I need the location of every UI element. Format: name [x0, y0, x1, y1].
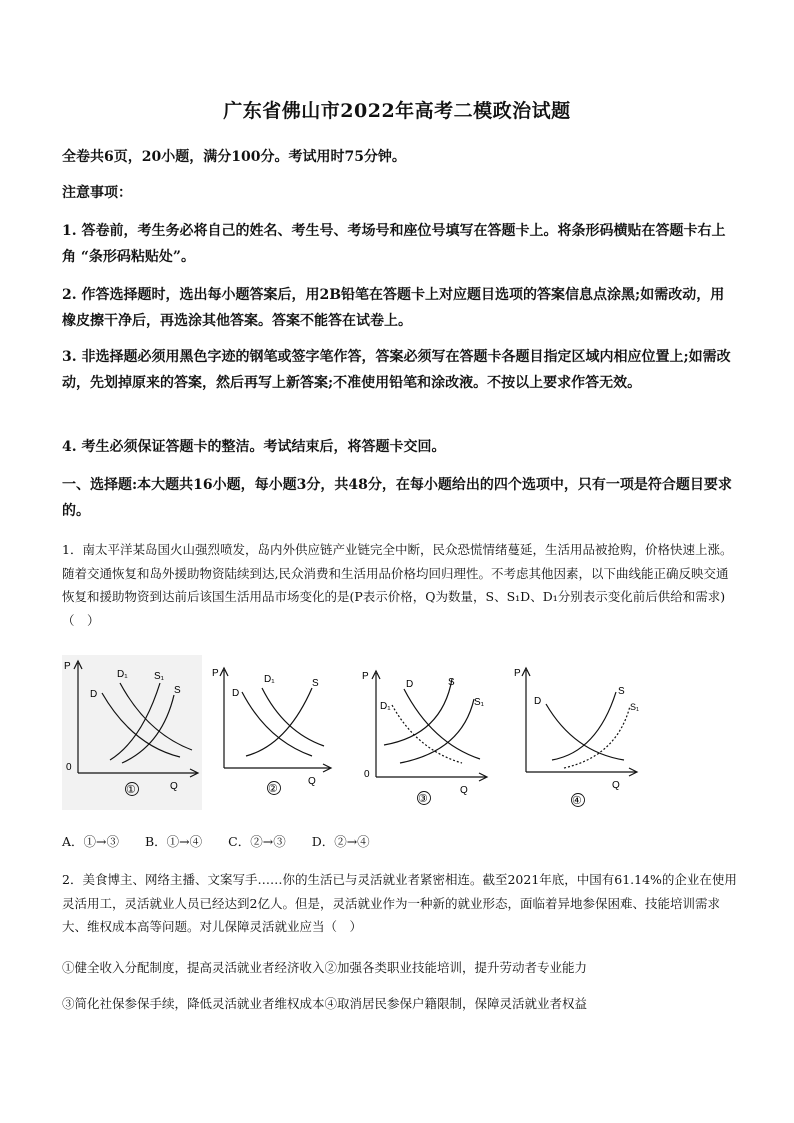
- origin-label: 0: [66, 762, 72, 773]
- graph-1: [62, 655, 202, 810]
- option-d[interactable]: D．②→④: [311, 834, 370, 849]
- curve-label: S: [174, 685, 181, 696]
- curve-label: S: [448, 677, 455, 688]
- notice-4: 4. 考生必须保证答题卡的整洁。考试结束后，将答题卡交回。: [62, 439, 446, 455]
- curve-label: D: [534, 696, 542, 707]
- graph-2: [212, 660, 337, 800]
- question-2-choices-1: ①健全收入分配制度，提高灵活就业者经济收入②加强各类职业技能培训，提升劳动者专业能力: [62, 960, 588, 975]
- graph-3: [362, 665, 492, 810]
- curve-label: S: [618, 686, 625, 697]
- axis-p-label: P: [362, 671, 369, 682]
- graph-number: ①: [126, 784, 136, 796]
- option-c[interactable]: C．②→③: [228, 834, 286, 849]
- curve-label: S₁: [474, 697, 485, 708]
- graph-number: ②: [268, 783, 278, 795]
- notice-3: 3. 非选择题必须用黑色字迹的钢笔或签字笔作答，答案必须写在答题卡各题目指定区域内相应位置上;如需改动，先划掉原来的答案，然后再写上新答案;不准使用铅笔和涂改液。不按以上要求作答无效。: [62, 349, 731, 391]
- axis-p-label: P: [64, 661, 71, 672]
- question-2-stem: 2．美食博主、网络主播、文案写手……你的生活已与灵活就业者紧密相连。截至2021年底，中国有61.14%的企业在使用灵活用工，灵活就业人员已经达到2亿人。但是，灵活就业作为一种新的就业形态，面临着异地参保困难、技能培训需求大、维权成本高等问题。对儿保障灵活就业应当（ ）: [62, 872, 737, 934]
- curve-label: D: [406, 679, 414, 690]
- question-1-options: [62, 832, 392, 850]
- curve-label: D₁: [264, 674, 275, 685]
- graph-number: ③: [418, 793, 428, 805]
- graph-number: ④: [572, 795, 582, 807]
- curve-label: D: [232, 688, 240, 699]
- intro-text: 全卷共6页，20小题，满分100分。考试用时75分钟。: [62, 149, 406, 165]
- axis-p-label: P: [212, 668, 219, 679]
- axis-q-label: Q: [460, 785, 468, 796]
- curve-label: D₁: [117, 669, 128, 680]
- curve-label: S: [312, 678, 319, 689]
- question-2-choices-2: ③简化社保参保手续，降低灵活就业者维权成本④取消居民参保户籍限制，保障灵活就业者权益: [62, 996, 588, 1011]
- curve-label: S₁: [630, 702, 640, 712]
- option-a[interactable]: A．①→③: [62, 834, 120, 849]
- curve-label: S₁: [154, 671, 165, 682]
- graph-4: [512, 660, 642, 810]
- axis-q-label: Q: [612, 780, 620, 791]
- origin-label: 0: [364, 769, 370, 780]
- axis-q-label: Q: [170, 781, 178, 792]
- page-title: 广东省佛山市2022年高考二模政治试题: [223, 100, 571, 122]
- curve-label: D: [90, 689, 98, 700]
- notice-2: 2. 作答选择题时，选出每小题答案后，用2B铅笔在答题卡上对应题目选项的答案信息点涂黑;如需改动，用橡皮擦干净后，再选涂其他答案。答案不能答在试卷上。: [62, 287, 725, 329]
- axis-p-label: P: [514, 668, 521, 679]
- curve-label: D₁: [380, 701, 391, 712]
- notice-1: 1. 答卷前，考生务必将自己的姓名、考生号、考场号和座位号填写在答题卡上。将条形码横贴在答题卡右上角 “条形码粘贴处”。: [62, 223, 726, 265]
- question-1-stem: 1．南太平洋某岛国火山强烈喷发，岛内外供应链产业链完全中断，民众恐慌情绪蔓延，生活用品被抢购，价格快速上涨。随着交通恢复和岛外援助物资陆续到达,民众消费和生活用品价格均回归理性。不考虑其他因素，以下曲线能正确反映交通恢复和援助物资到达前后该国生活用品市场变化的是(P表示价格，Q为数量，S、S₁D、D₁分别表示变化前后供给和需求)（ ）: [62, 542, 733, 628]
- option-b[interactable]: B．①→④: [145, 834, 203, 849]
- notice-heading: 注意事项：: [62, 185, 132, 201]
- section-heading: 一、选择题:本大题共16小题，每小题3分，共48分，在每小题给出的四个选项中，只有一项是符合题目要求的。: [62, 477, 732, 519]
- axis-q-label: Q: [308, 776, 316, 787]
